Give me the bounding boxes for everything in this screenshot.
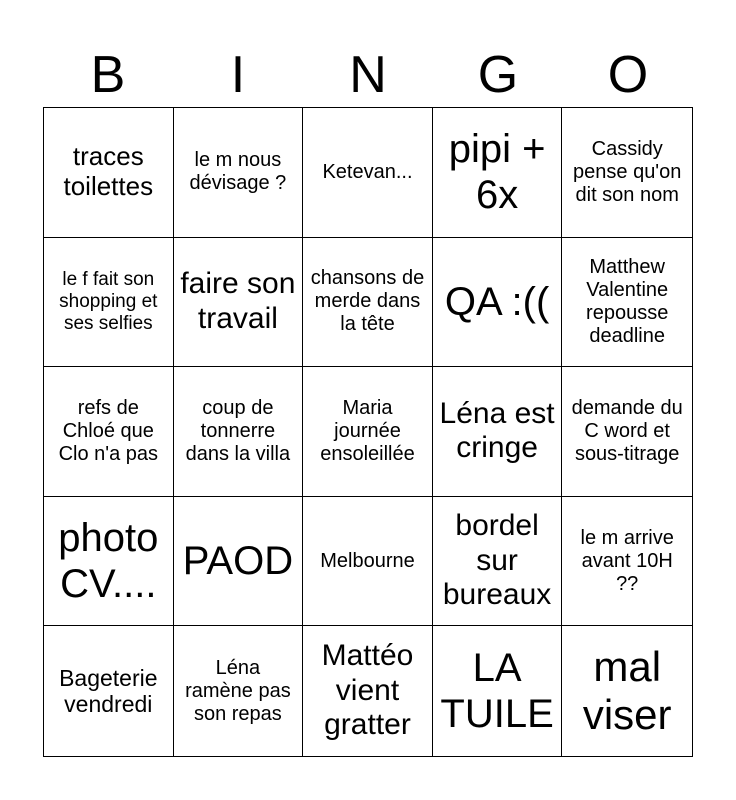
bingo-cell-r2-c5[interactable]: Matthew Valentine repousse deadline xyxy=(562,238,692,368)
bingo-cell-r2-c1[interactable]: le f fait son shopping et ses selfies xyxy=(44,238,174,368)
bingo-cell-r1-c1[interactable]: traces toilettes xyxy=(44,108,174,238)
bingo-cell-r4-c3[interactable]: Melbourne xyxy=(303,497,433,627)
header-letter-i: I xyxy=(230,46,246,104)
bingo-cell-r4-c4[interactable]: bordel sur bureaux xyxy=(433,497,563,627)
bingo-cell-r3-c1[interactable]: refs de Chloé que Clo n'a pas xyxy=(44,367,174,497)
bingo-cell-r5-c3[interactable]: Mattéo vient gratter xyxy=(303,626,433,756)
bingo-cell-r3-c3[interactable]: Maria journée ensoleillée xyxy=(303,367,433,497)
bingo-cell-r3-c2[interactable]: coup de tonnerre dans la villa xyxy=(174,367,304,497)
header-letter-o: O xyxy=(607,46,649,104)
bingo-cell-r1-c3[interactable]: Ketevan... xyxy=(303,108,433,238)
bingo-cell-r3-c4[interactable]: Léna est cringe xyxy=(433,367,563,497)
bingo-cell-r2-c2[interactable]: faire son travail xyxy=(174,238,304,368)
bingo-header xyxy=(43,44,693,106)
bingo-cell-r2-c3[interactable]: chansons de merde dans la tête xyxy=(303,238,433,368)
bingo-cell-r1-c5[interactable]: Cassidy pense qu'on dit son nom xyxy=(562,108,692,238)
bingo-cell-r1-c4[interactable]: pipi + 6x xyxy=(433,108,563,238)
bingo-cell-r5-c4[interactable]: LA TUILE xyxy=(433,626,563,756)
bingo-cell-r1-c2[interactable]: le m nous dévisage ? xyxy=(174,108,304,238)
header-letter-n: N xyxy=(349,46,387,104)
bingo-cell-r5-c1[interactable]: Bageterie vendredi xyxy=(44,626,174,756)
bingo-cell-r5-c5[interactable]: mal viser xyxy=(582,642,672,739)
bingo-cell-r5-c2[interactable]: Léna ramène pas son repas xyxy=(174,626,304,756)
header-letter-b: B xyxy=(90,46,126,104)
header-letter-g: G xyxy=(477,46,519,104)
bingo-cell-r4-c2[interactable]: PAOD xyxy=(174,497,304,627)
bingo-cell-r4-c1[interactable]: photo CV.... xyxy=(44,497,174,627)
bingo-cell-r2-c4[interactable]: QA :(( xyxy=(433,238,563,368)
bingo-cell-r4-c5[interactable]: le m arrive avant 10H ?? xyxy=(562,497,692,627)
bingo-grid xyxy=(43,107,693,757)
bingo-cell-r3-c5[interactable]: demande du C word et sous-titrage xyxy=(562,367,692,497)
